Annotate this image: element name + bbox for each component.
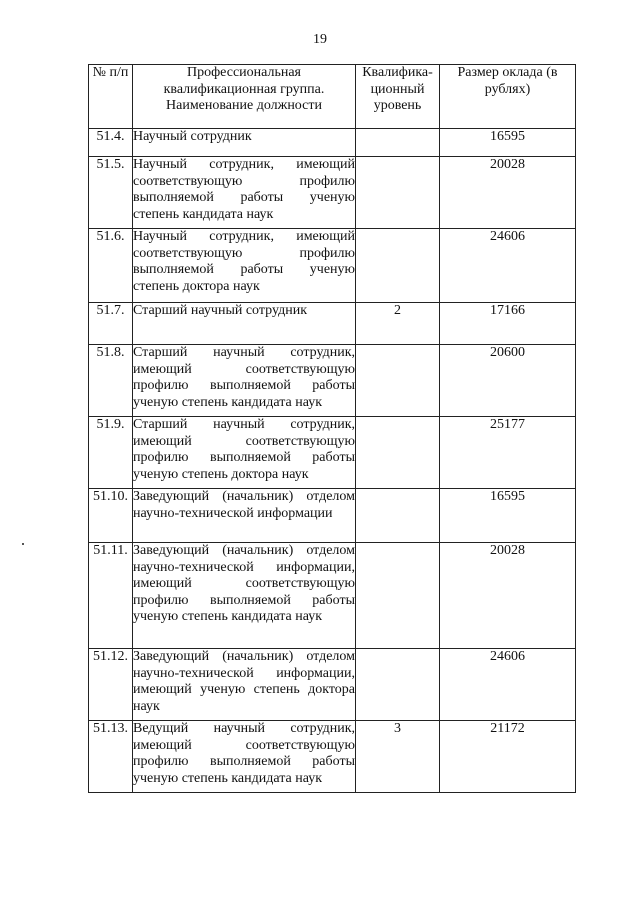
row-salary: 16595 [440,129,576,157]
row-num: 51.8. [89,345,133,417]
row-name: Научный сотрудник, имеющий соответствующую профилю выполняемой работы ученую степень кандидата наук [133,157,356,229]
table-row [89,157,576,229]
row-name: Заведующий (начальник) отделом научно-технической информации, имеющий ученую степень доктора наук [133,649,356,721]
table-row [89,417,576,489]
row-num: 51.10. [89,489,133,543]
header-num: № п/п [89,65,133,129]
row-salary: 21172 [440,721,576,793]
row-num: 51.7. [89,303,133,345]
table-row [89,543,576,649]
table-header-row [89,65,576,129]
row-level [356,345,440,417]
row-salary: 24606 [440,229,576,303]
row-level: 2 [356,303,440,345]
row-num: 51.4. [89,129,133,157]
header-level: Квалифика-ционный уровень [356,65,440,129]
row-num: 51.12. [89,649,133,721]
row-num: 51.13. [89,721,133,793]
row-name: Ведущий научный сотрудник, имеющий соответствующую профилю выполняемой работы ученую степень кандидата наук [133,721,356,793]
row-level [356,543,440,649]
row-name: Старший научный сотрудник [133,303,356,345]
row-name: Старший научный сотрудник, имеющий соответствующую профилю выполняемой работы ученую степень доктора наук [133,417,356,489]
row-num: 51.6. [89,229,133,303]
row-level [356,489,440,543]
page-number: 19 [313,32,327,47]
row-salary: 17166 [440,303,576,345]
table-row [89,303,576,345]
row-salary: 20600 [440,345,576,417]
table-row [89,345,576,417]
row-num: 51.11. [89,543,133,649]
table-row [89,129,576,157]
row-level: 3 [356,721,440,793]
row-salary: 24606 [440,649,576,721]
salary-table [88,64,576,793]
row-num: 51.9. [89,417,133,489]
row-num: 51.5. [89,157,133,229]
row-name: Заведующий (начальник) отделом научно-технической информации [133,489,356,543]
row-level [356,129,440,157]
scan-speck [22,543,24,545]
row-salary: 20028 [440,543,576,649]
row-name: Старший научный сотрудник, имеющий соответствующую профилю выполняемой работы ученую степень кандидата наук [133,345,356,417]
row-name: Научный сотрудник [133,129,356,157]
row-name: Заведующий (начальник) отделом научно-технической информации, имеющий соответствующую профилю выполняемой работы ученую степень кандидата наук [133,543,356,649]
row-level [356,157,440,229]
row-level [356,417,440,489]
row-salary: 20028 [440,157,576,229]
row-level [356,649,440,721]
row-salary: 25177 [440,417,576,489]
table-row [89,229,576,303]
table-row [89,649,576,721]
header-name: Профессиональная квалификационная группа. Наименование должности [133,65,356,129]
row-salary: 16595 [440,489,576,543]
table-row [89,489,576,543]
table-row [89,721,576,793]
row-level [356,229,440,303]
row-name: Научный сотрудник, имеющий соответствующую профилю выполняемой работы ученую степень доктора наук [133,229,356,303]
header-salary: Размер оклада (в рублях) [440,65,576,129]
